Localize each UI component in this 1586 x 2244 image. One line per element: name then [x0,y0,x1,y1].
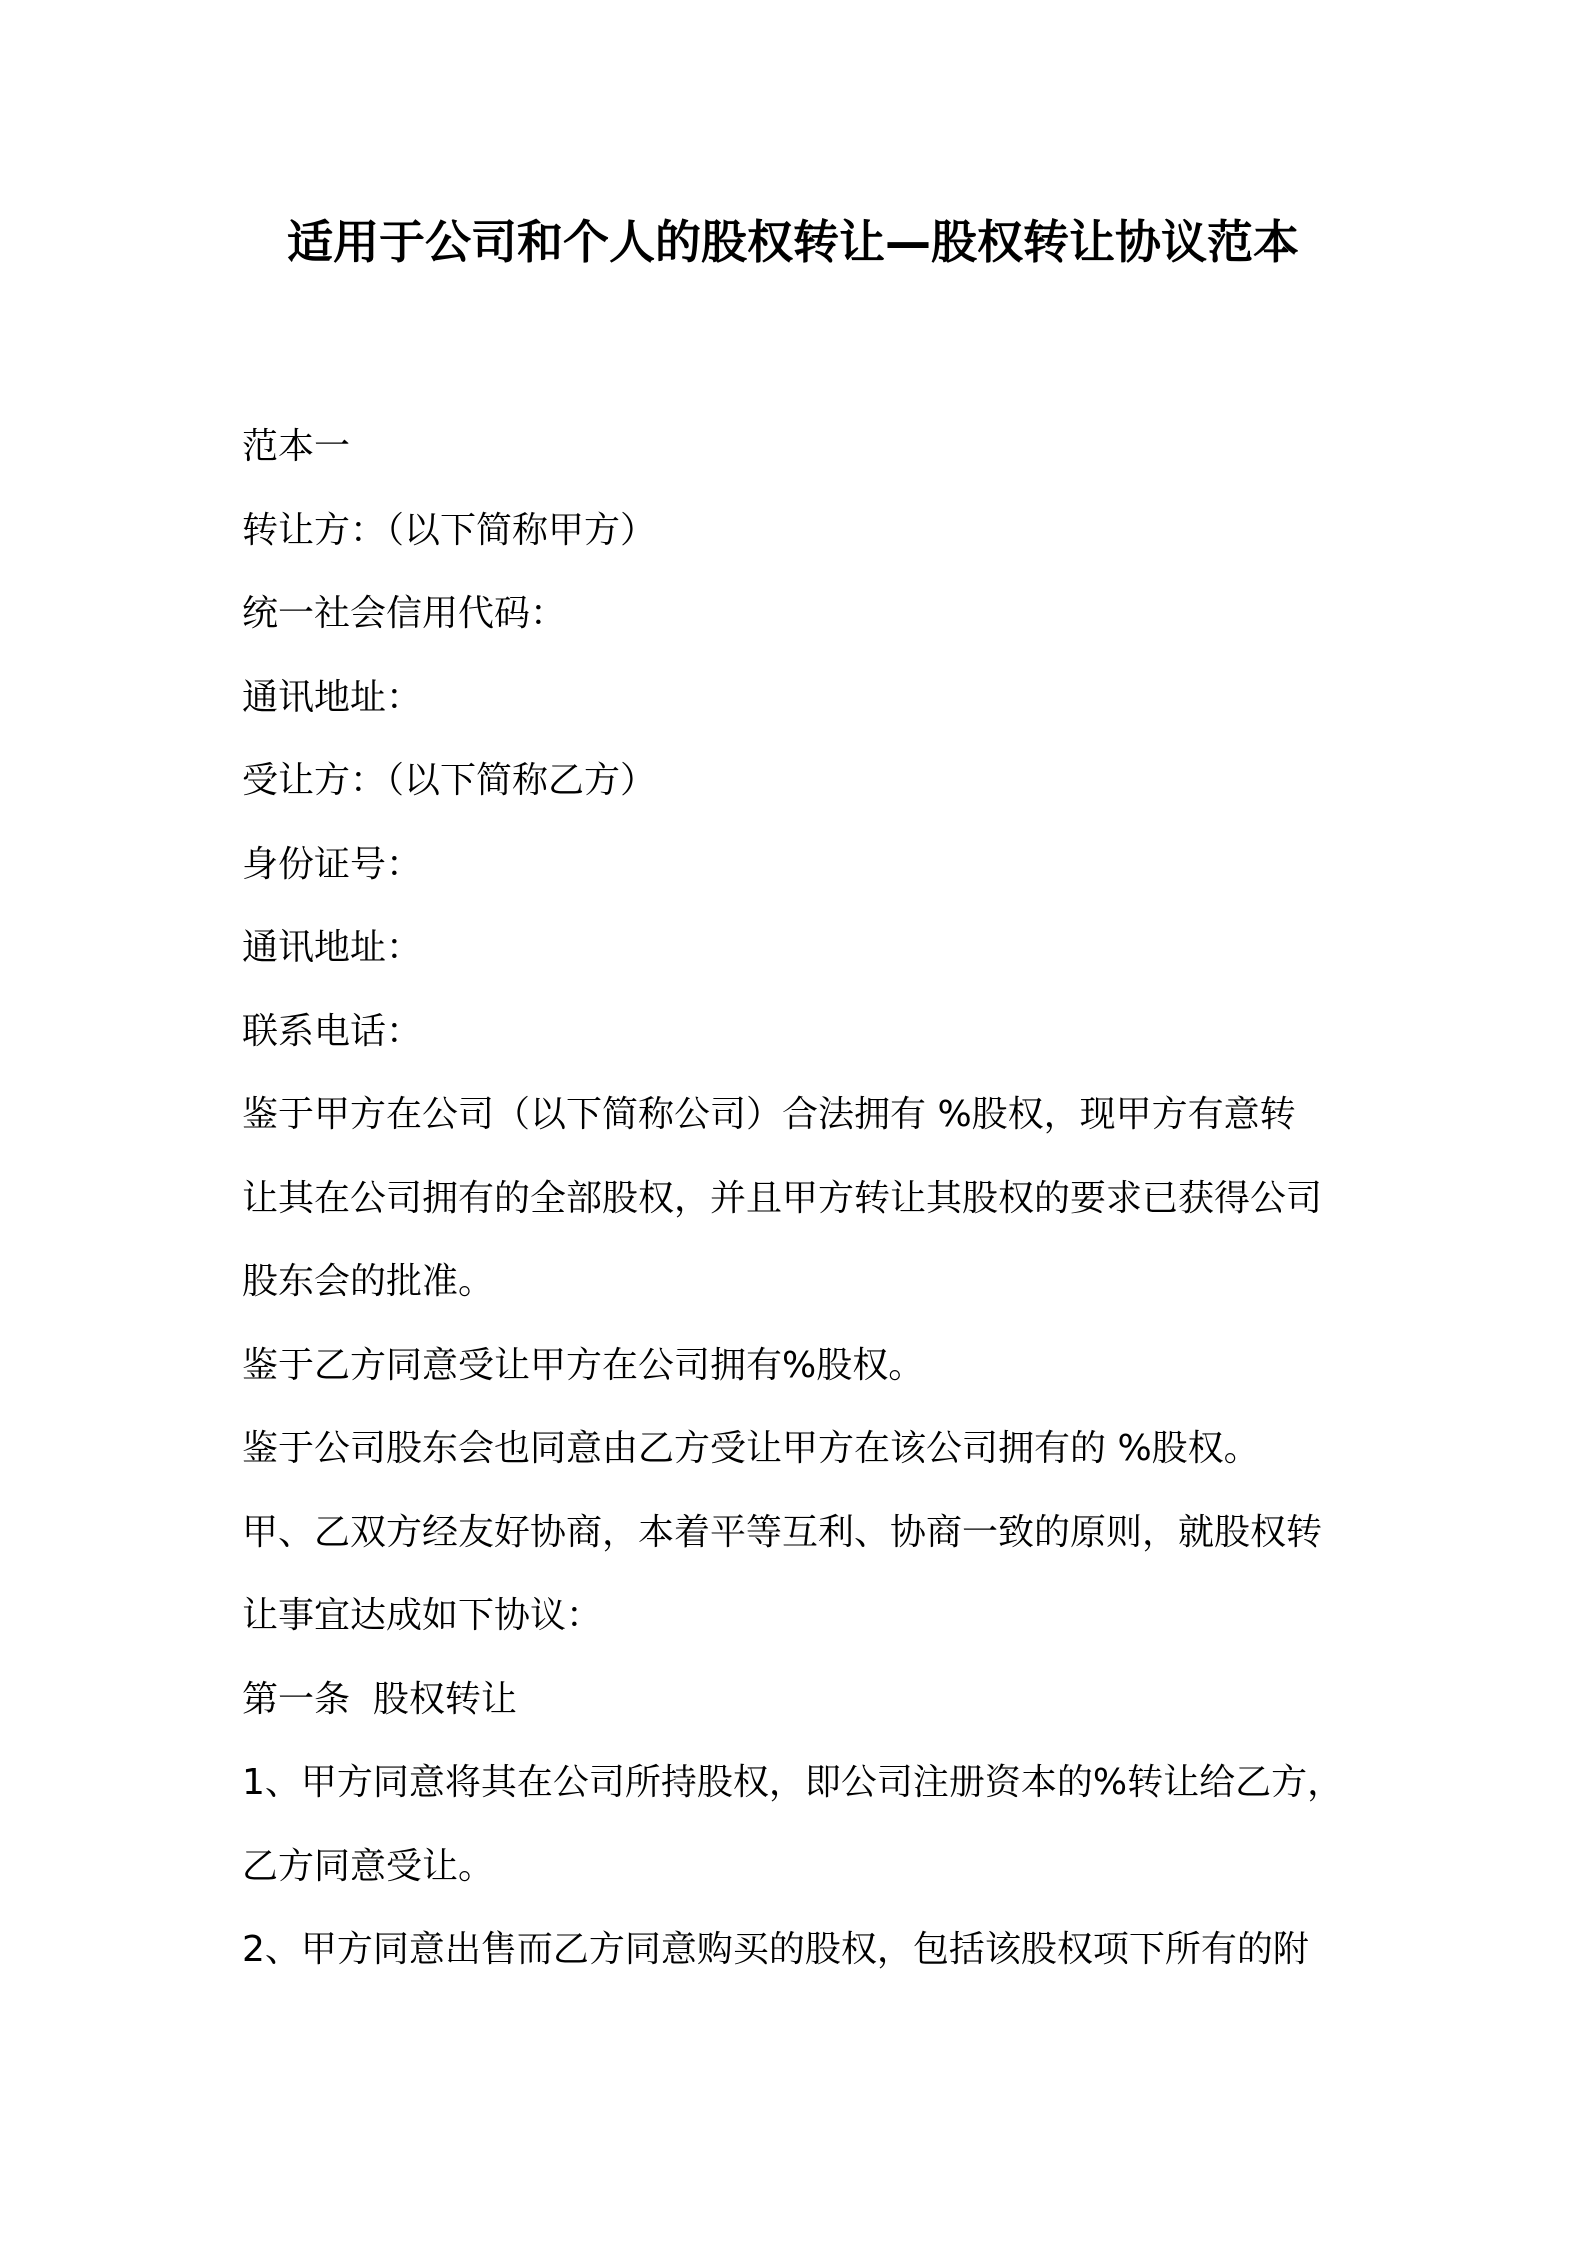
paragraph-line: 让其在公司拥有的全部股权，并且甲方转让其股权的要求已获得公司 [242,1177,1323,1219]
document-body [242,405,1352,1992]
transferor-line: 转让方：（以下简称甲方） [242,509,657,551]
paragraph-line: 鉴于公司股东会也同意由乙方受让甲方在该公司拥有的 %股权。 [242,1428,1260,1469]
paragraph-line: 鉴于乙方同意受让甲方在公司拥有%股权。 [242,1344,925,1386]
clause-line: 2、甲方同意出售而乙方同意购买的股权，包括该股权项下所有的附 [242,1929,1309,1970]
clause-line: 1、甲方同意将其在公司所持股权，即公司注册资本的%转让给乙方， [242,1762,1344,1803]
section-heading-template-one: 范本一 [242,426,351,467]
transferee-address-line: 通讯地址： [242,927,423,968]
paragraph-line: 让事宜达成如下协议： [242,1595,603,1636]
credit-code-line: 统一社会信用代码： [242,593,567,634]
paragraph-line: 股东会的批准。 [242,1261,495,1302]
article-heading: 第一条 股权转让 [242,1678,517,1720]
phone-line: 联系电话： [242,1010,423,1052]
document-title: 适用于公司和个人的股权转让—股权转让协议范本 [287,215,1299,269]
clause-line: 乙方同意受让。 [242,1845,495,1887]
paragraph-line: 甲、乙双方经友好协商，本着平等互利、协商一致的原则，就股权转 [242,1511,1323,1553]
id-number-line: 身份证号： [242,843,423,885]
paragraph-line: 鉴于甲方在公司（以下简称公司）合法拥有 %股权，现甲方有意转 [242,1094,1296,1135]
transferor-address-line: 通讯地址： [242,676,423,718]
transferee-line: 受让方：（以下简称乙方） [242,760,657,801]
